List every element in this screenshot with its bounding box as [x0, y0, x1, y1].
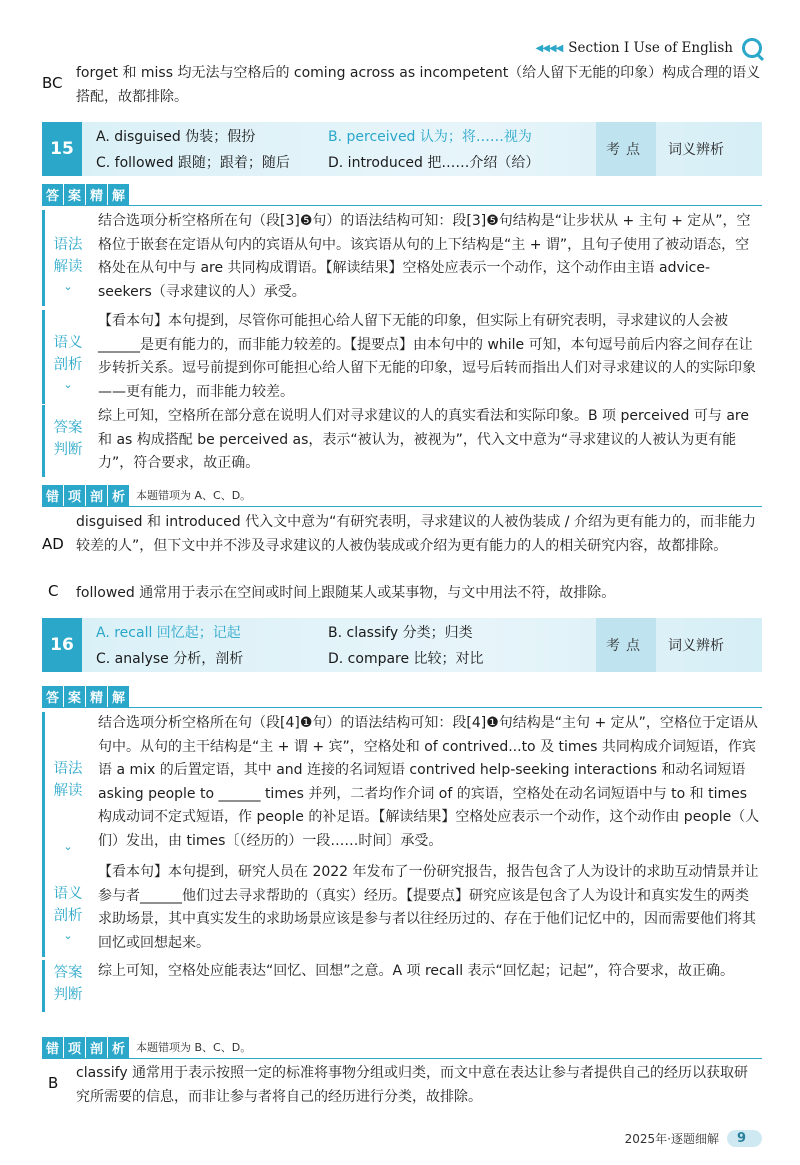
page-number: 9 [727, 1130, 762, 1147]
page-footer [625, 1130, 762, 1147]
kaodian-label: 考点 [596, 618, 656, 672]
answer-analysis-tag: 答 案 精 解 [42, 686, 129, 707]
kaodian-value: 词义辨析 [668, 142, 724, 158]
side-label-semantic: 语义剖析 ⌄ [42, 310, 86, 404]
option-d: D. introduced 把……介绍（给） [328, 155, 540, 171]
semantic-analysis-text: 【看本句】本句提到，尽管你可能担心给人留下无能的印象，但实际上有研究表明，寻求建议的人会被______是更有能力的，而非能力较差的。【提要点】由本句中的 while 可知，本句逗号前后内容之间存在让步转折关系。逗号前提到你可能担心给人留下无能的印象，逗号后转而指出人们对寻求建议的人的实际印象——更有能力，而非能力较差。 [98, 313, 756, 400]
divider [42, 1058, 762, 1059]
semantic-analysis-text: 【看本句】本句提到，研究人员在 2022 年发布了一份研究报告，报告包含了人为设计的求助互动情景并让参与者______他们过去寻求帮助的（真实）经历。【提要点】研究应该是包含了人为设计和真实发生的两类求助场景，其中真实发生的求助场景应该是参与者以往经历过的、存在于他们记忆中的，因而需要他们将其回忆或回想起来。 [98, 864, 759, 951]
option-a-correct: A. recall 回忆起；记起 [96, 625, 241, 641]
option-c: C. analyse 分析，剖析 [96, 651, 244, 667]
option-c: C. followed 跟随；跟着；随后 [96, 155, 290, 171]
chevron-down-icon: ⌄ [63, 378, 73, 391]
chevron-down-icon: ⌄ [63, 840, 73, 853]
option-label: AD [42, 535, 64, 553]
divider [42, 707, 762, 708]
chevron-down-icon: ⌄ [63, 280, 73, 293]
wrong-options-tag: 错 项 剖 析 本题错项为 A、C、D。 [42, 485, 251, 506]
wrong-option-ad [42, 511, 762, 558]
side-label-grammar: 语法解读 ⌄ [42, 210, 86, 306]
options-grid [96, 126, 594, 172]
question-number: 16 [42, 618, 82, 672]
arrows-icon: ◀◀◀◀ [535, 42, 563, 54]
option-d: D. compare 比较；对比 [328, 651, 484, 667]
explanation-text: disguised 和 introduced 代入文中意为“有研究表明，寻求建议的人被伪装成 / 介绍为更有能力的，而非能力较差的人”，但下文中并不涉及寻求建议的人被伪装成或介绍为更有能力的人的相关研究内容，故都排除。 [76, 514, 756, 554]
option-b: B. classify 分类；归类 [328, 625, 473, 641]
answer-judgment-text: 综上可知，空格处应能表达“回忆、回想”之意。A 项 recall 表示“回忆起；记起”，符合要求，故正确。 [98, 963, 735, 979]
section-title: Section I Use of English [568, 40, 733, 56]
divider [42, 506, 762, 507]
wrong-options-note: 本题错项为 A、C、D。 [136, 489, 252, 502]
explanation-text: followed 通常用于表示在空间或时间上跟随某人或某事物，与文中用法不符，故排除。 [76, 585, 616, 601]
side-label-semantic: 语义剖析 ⌄ [42, 861, 86, 957]
running-header [536, 38, 763, 58]
explanation-text: classify 通常用于表示按照一定的标准将事物分组或归类，而文中意在表达让参与者提供自己的经历以获取研究所需要的信息，而非让参与者将自己的经历进行分类，故排除。 [76, 1065, 749, 1105]
option-b-correct: B. perceived 认为；将……视为 [328, 129, 532, 145]
divider [42, 205, 762, 206]
question-bar-16 [42, 618, 762, 672]
carryover-explanation [42, 62, 762, 109]
option-a: A. disguised 伪装；假扮 [96, 129, 256, 145]
wrong-option-b [42, 1062, 762, 1109]
explanation-text: forget 和 miss 均无法与空格后的 coming across as incompetent（给人留下无能的印象）构成合理的语义搭配，故都排除。 [76, 65, 761, 105]
chevron-down-icon: ⌄ [63, 929, 73, 942]
options-grid [96, 622, 594, 668]
option-label: B [48, 1074, 59, 1092]
book-title: 2025年·逐题细解 [624, 1132, 719, 1146]
wrong-option-c [42, 582, 762, 606]
side-label-grammar: 语法解读 ⌄ [42, 712, 86, 862]
wrong-options-note: 本题错项为 B、C、D。 [136, 1041, 252, 1054]
side-label-answer: 答案判断 [42, 960, 86, 1012]
answer-judgment-text: 综上可知，空格所在部分意在说明人们对寻求建议的人的真实看法和实际印象。B 项 perceived 可与 are 和 as 构成搭配 be perceived as，表示“被认为，被视为”，代入文中意为“寻求建议的人被认为更有能力”，符合要求，故正确。 [98, 408, 749, 471]
grammar-analysis-text: 结合选项分析空格所在句（段[4]❶句）的语法结构可知：段[4]❶句结构是“主句 + 定从”，空格位于定语从句中。从句的主干结构是“主 + 谓 + 宾”，空格处和 of contrived...to 及 times 共同构成介词短语，作宾语 a mix 的后置定语，其中 and 连接的名词短语 contrived help-seeking interactions 和动名词短语 asking people to ______ times 并列，二者均作介词 of 的宾语，空格处在动名词短语中与 to 和 times 构成动词不定式短语，作 people 的补足语。【解读结果】空格处应表示一个动作，这个动作由 people（人们）发出，由 times〔（经历的）一段……时间〕承受。 [98, 715, 760, 849]
kaodian-label: 考点 [596, 122, 656, 176]
grammar-analysis-text: 结合选项分析空格所在句（段[3]❺句）的语法结构可知：段[3]❺句结构是“让步状从 + 主句 + 定从”，空格位于嵌套在定语从句内的宾语从句中。该宾语从句的上下结构是“主 + 谓”，且句子使用了被动语态，空格处在从句中与 are 共同构成谓语。【解读结果】空格处应表示一个动作，这个动作由主语 advice-seekers（寻求建议的人）承受。 [98, 213, 751, 300]
search-icon [742, 38, 762, 58]
option-label: C [48, 582, 59, 600]
option-label: BC [42, 74, 63, 92]
side-label-answer: 答案判断 [42, 405, 86, 477]
question-number: 15 [42, 122, 82, 176]
wrong-options-tag: 错 项 剖 析 本题错项为 B、C、D。 [42, 1037, 251, 1058]
question-bar-15 [42, 122, 762, 176]
kaodian-value: 词义辨析 [668, 638, 724, 654]
answer-analysis-tag: 答 案 精 解 [42, 184, 129, 205]
